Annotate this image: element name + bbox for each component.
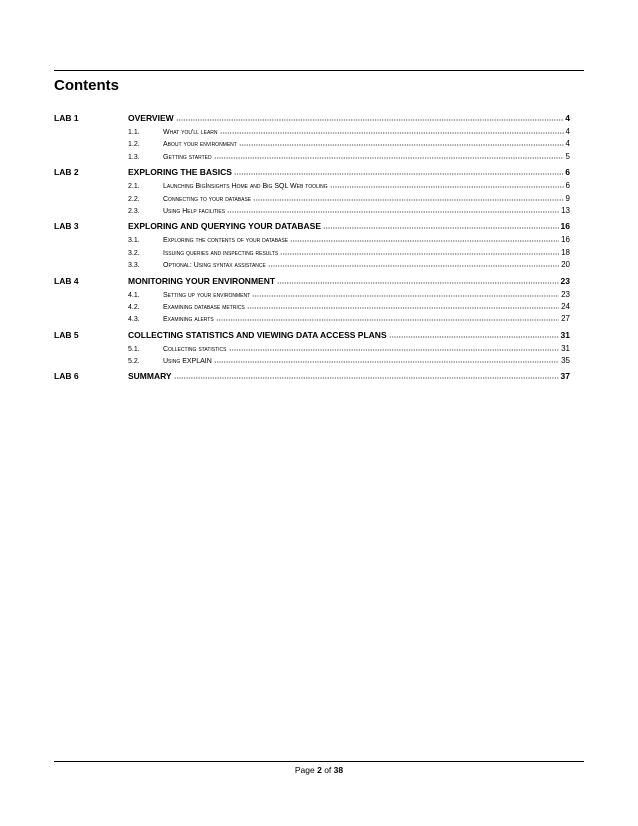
toc-dot-leader	[247, 300, 559, 309]
toc-dot-leader	[216, 312, 559, 321]
toc-lab-title: EXPLORING AND QUERYING YOUR DATABASE	[128, 221, 321, 232]
toc-lab-row[interactable]	[54, 165, 570, 179]
toc-lab-page: 37	[560, 371, 570, 382]
toc-section-number: 4.2.	[128, 303, 140, 311]
toc-lab-entry	[54, 274, 570, 325]
toc-lab-page: 31	[560, 329, 570, 340]
toc-lab-title: MONITORING YOUR ENVIRONMENT	[128, 275, 276, 286]
toc-section-number: 4.1.	[128, 291, 140, 299]
toc-section-title: Setting up your environment	[163, 291, 251, 299]
toc-section-number: 5.1.	[128, 345, 140, 353]
toc-dot-leader	[227, 204, 559, 213]
toc-section-title: Examining alerts	[163, 316, 214, 324]
toc-section-row[interactable]	[128, 137, 570, 149]
toc-lab-row[interactable]	[54, 369, 570, 383]
toc-dot-leader	[239, 137, 564, 146]
toc-lab-label: LAB 4	[54, 275, 79, 286]
toc-lab-line	[128, 219, 570, 233]
toc-lab-label: LAB 1	[54, 113, 79, 123]
header-rule	[54, 70, 584, 71]
toc-lab-line	[128, 274, 570, 288]
toc-section-title: Optional: Using syntax assistance	[163, 262, 266, 270]
toc-lab-entry	[54, 111, 570, 162]
toc-section-page: 5	[565, 151, 570, 161]
toc-section-page: 13	[561, 205, 570, 215]
toc-section-page: 31	[561, 343, 570, 353]
toc-dot-leader	[330, 179, 564, 188]
toc-section-title: Launching BigInsights Home and Big SQL Web tooling	[163, 183, 328, 191]
footer-of-word: of	[324, 765, 332, 775]
toc-lab-label: LAB 3	[54, 221, 79, 232]
toc-section-title: Collecting statistics	[163, 345, 227, 353]
footer-rule	[54, 761, 584, 762]
toc-section-page: 35	[561, 356, 570, 366]
toc-section-number: 3.2.	[128, 249, 140, 257]
toc-section-row[interactable]	[128, 258, 570, 270]
toc-section-page: 4	[565, 127, 570, 136]
toc-lab-entry	[54, 219, 570, 270]
toc-lab-label: LAB 2	[54, 167, 79, 178]
toc-dot-leader	[176, 112, 564, 121]
toc-section-title: What you'll learn	[163, 129, 218, 136]
toc-dot-leader	[214, 354, 559, 363]
toc-dot-leader	[389, 329, 559, 338]
toc-section-number: 3.1.	[128, 237, 140, 245]
toc-section-number: 1.3.	[128, 153, 140, 161]
toc-section-page: 20	[561, 260, 570, 270]
toc-lab-entry	[54, 328, 570, 367]
toc-section-title: Using Help facilities	[163, 207, 226, 215]
toc-section-row[interactable]	[128, 192, 570, 204]
toc-lab-title: COLLECTING STATISTICS AND VIEWING DATA ACCESS PLANS	[128, 329, 387, 340]
toc-dot-leader	[252, 288, 559, 297]
toc-section-number: 2.1.	[128, 183, 140, 191]
toc-section-row[interactable]	[128, 233, 570, 245]
toc-section-row[interactable]	[128, 204, 570, 216]
toc-section-row[interactable]	[128, 179, 570, 191]
toc-dot-leader	[277, 275, 559, 284]
toc-dot-leader	[214, 150, 564, 159]
toc-section-page: 18	[561, 247, 570, 257]
toc-section-row[interactable]	[128, 150, 570, 162]
toc-section-page: 16	[561, 235, 570, 245]
toc-section-title: Issuing queries and inspecting results	[163, 249, 279, 257]
toc-lab-line	[128, 111, 570, 125]
toc-section-row[interactable]	[128, 125, 570, 137]
table-of-contents	[54, 111, 570, 386]
page-title: Contents	[54, 77, 119, 94]
toc-section-row[interactable]	[128, 342, 570, 354]
toc-dot-leader	[290, 233, 559, 242]
toc-section-number: 2.3.	[128, 207, 140, 215]
toc-section-page: 24	[561, 301, 570, 311]
toc-section-page: 6	[565, 181, 570, 191]
toc-lab-row[interactable]	[54, 219, 570, 233]
toc-lab-label: LAB 5	[54, 329, 79, 340]
toc-lab-page: 23	[560, 275, 570, 286]
toc-section-row[interactable]	[128, 246, 570, 258]
toc-lab-page: 16	[560, 221, 570, 232]
toc-lab-entry	[54, 165, 570, 216]
toc-dot-leader	[174, 370, 559, 379]
toc-dot-leader	[253, 192, 563, 201]
toc-section-number: 2.2.	[128, 195, 140, 203]
toc-section-row[interactable]	[128, 312, 570, 324]
toc-dot-leader	[220, 125, 564, 134]
toc-dot-leader	[234, 166, 563, 175]
toc-lab-page: 4	[565, 113, 570, 123]
toc-lab-title: SUMMARY	[128, 371, 172, 382]
toc-lab-title: EXPLORING THE BASICS	[128, 167, 232, 178]
toc-lab-row[interactable]	[54, 274, 570, 288]
toc-lab-label: LAB 6	[54, 371, 79, 382]
toc-section-row[interactable]	[128, 354, 570, 366]
toc-lab-line	[128, 369, 570, 383]
toc-section-title: Examining database metrics	[163, 303, 245, 311]
footer-total-pages: 38	[333, 765, 344, 775]
toc-section-title: Exploring the contents of your database	[163, 237, 289, 245]
toc-lab-page: 6	[565, 167, 570, 178]
toc-section-page: 23	[561, 289, 570, 299]
toc-section-number: 5.2.	[128, 358, 140, 366]
toc-section-number: 1.2.	[128, 141, 140, 149]
toc-dot-leader	[268, 258, 559, 267]
toc-section-row[interactable]	[128, 300, 570, 312]
toc-lab-row[interactable]	[54, 111, 570, 125]
toc-dot-leader	[323, 220, 559, 229]
toc-section-page: 9	[565, 193, 570, 203]
toc-section-number: 3.3.	[128, 262, 140, 270]
toc-section-title: Getting started	[163, 153, 212, 161]
toc-section-title: Connecting to your database	[163, 195, 252, 203]
toc-lab-title: OVERVIEW	[128, 113, 174, 123]
toc-lab-line	[128, 328, 570, 342]
toc-section-title: Using EXPLAIN	[163, 358, 212, 366]
toc-lab-line	[128, 165, 570, 179]
toc-section-number: 1.1.	[128, 129, 140, 136]
toc-section-title: About your environment	[163, 141, 237, 149]
toc-lab-row[interactable]	[54, 328, 570, 342]
page-footer	[0, 765, 638, 775]
toc-section-page: 27	[561, 314, 570, 324]
toc-section-number: 4.3.	[128, 316, 140, 324]
footer-page-word: Page	[294, 765, 315, 775]
toc-dot-leader	[229, 342, 560, 351]
toc-section-page: 4	[565, 139, 570, 149]
footer-current-page: 2	[317, 765, 322, 775]
toc-section-row[interactable]	[128, 288, 570, 300]
toc-dot-leader	[280, 246, 559, 255]
toc-lab-entry	[54, 369, 570, 383]
